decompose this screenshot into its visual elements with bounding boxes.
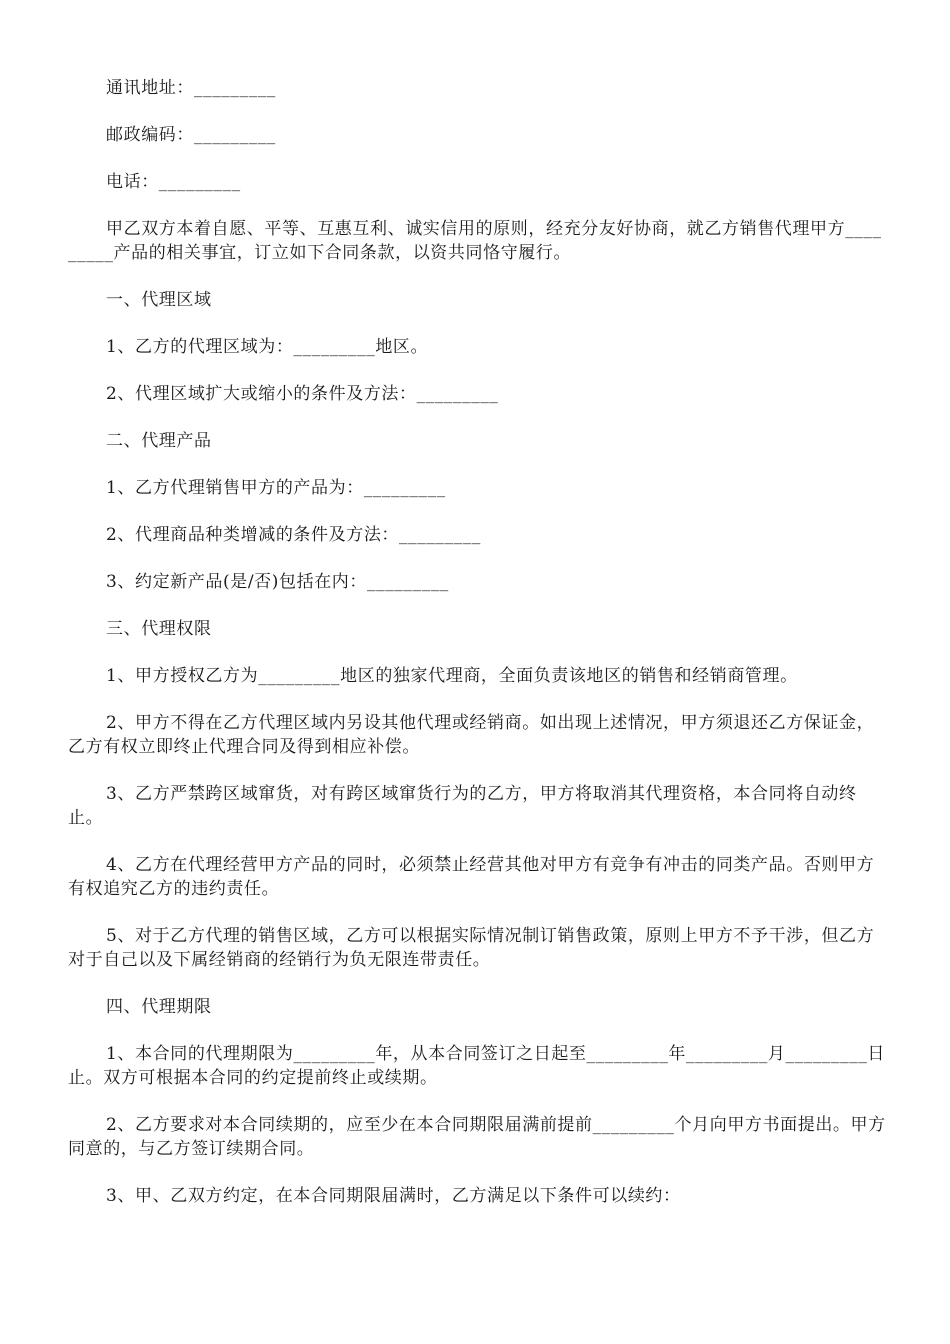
clause-authority-5: 5、对于乙方代理的销售区域，乙方可以根据实际情况制订销售政策，原则上甲方不予干涉，但乙方对于自己以及下属经销商的经销行为负无限连带责任。 (68, 926, 875, 970)
clause-authority-3: 3、乙方严禁跨区域窜货，对有跨区域窜货行为的乙方，甲方将取消其代理资格，本合同将自动终止。 (68, 784, 857, 828)
clause-region-1: 1、乙方的代理区域为：_________地区。 (106, 337, 429, 357)
heading-agency-term: 四、代理期限 (106, 997, 212, 1017)
clause-products-2: 2、代理商品种类增减的条件及方法：_________ (106, 525, 481, 545)
clause-term-1: 1、本合同的代理期限为_________年，从本合同签订之日起至_________年_________月_________日止。双方可根据本合同的约定提前终止或续期。 (68, 1044, 886, 1088)
clause-term-2: 2、乙方要求对本合同续期的，应至少在本合同期限届满前提前_________个月向甲方书面提出。甲方同意的，与乙方签订续期合同。 (68, 1115, 886, 1159)
heading-agency-authority: 三、代理权限 (106, 619, 212, 639)
clause-authority-2: 2、甲方不得在乙方代理区域内另设其他代理或经销商。如出现上述情况，甲方须退还乙方保证金，乙方有权立即终止代理合同及得到相应补偿。 (68, 713, 875, 757)
paragraph-phone: 电话：_________ (106, 172, 241, 192)
paragraph-mailing-address: 通讯地址：_________ (106, 78, 276, 98)
clause-authority-4: 4、乙方在代理经营甲方产品的同时，必须禁止经营其他对甲方有竞争有冲击的同类产品。否则甲方有权追究乙方的违约责任。 (68, 855, 875, 899)
document-page (68, 76, 886, 1208)
clause-region-2: 2、代理区域扩大或缩小的条件及方法：_________ (106, 384, 499, 404)
heading-agency-products: 二、代理产品 (106, 431, 212, 451)
paragraph-preamble: 甲乙双方本着自愿、平等、互惠互利、诚实信用的原则，经充分友好协商，就乙方销售代理甲方_________产品的相关事宜，订立如下合同条款，以资共同恪守履行。 (68, 219, 882, 263)
paragraph-postal-code: 邮政编码：_________ (106, 125, 276, 145)
heading-agency-region: 一、代理区域 (106, 290, 212, 310)
clause-products-3: 3、约定新产品(是/否)包括在内：_________ (106, 572, 449, 592)
clause-products-1: 1、乙方代理销售甲方的产品为：_________ (106, 478, 446, 498)
clause-authority-1: 1、甲方授权乙方为_________地区的独家代理商，全面负责该地区的销售和经销商管理。 (106, 666, 798, 686)
clause-term-3: 3、甲、乙双方约定，在本合同期限届满时，乙方满足以下条件可以续约： (106, 1186, 681, 1206)
